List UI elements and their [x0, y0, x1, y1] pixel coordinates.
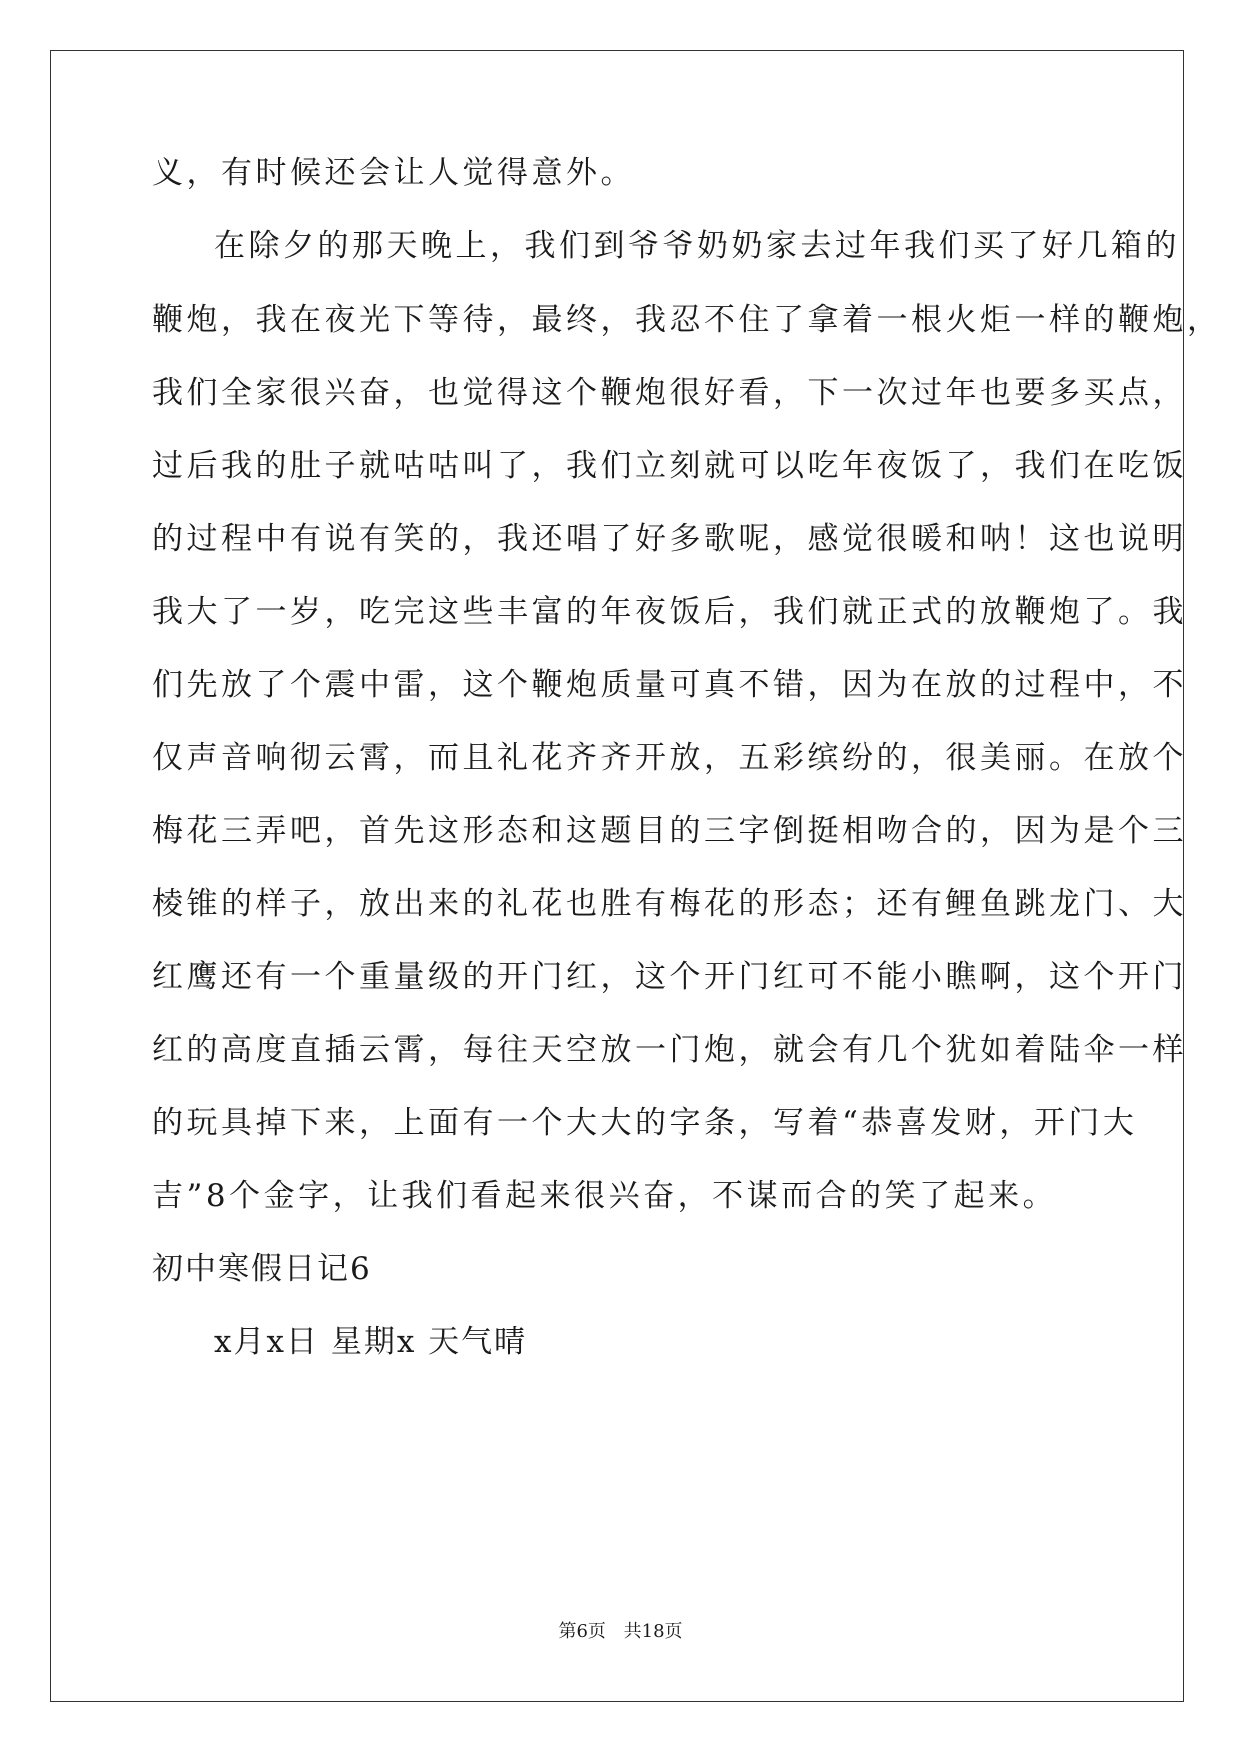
date-line: x月x日 星期x 天气晴 [214, 1324, 528, 1360]
paragraph-line: 我们全家很兴奋，也觉得这个鞭炮很好看，下一次过年也要多买点， [152, 375, 1187, 411]
paragraph-line: 棱锥的样子，放出来的礼花也胜有梅花的形态；还有鲤鱼跳龙门、大 [152, 886, 1187, 922]
paragraph-line: 梅花三弄吧，首先这形态和这题目的三字倒挺相吻合的，因为是个三 [152, 813, 1187, 849]
paragraph-line: 我大了一岁，吃完这些丰富的年夜饭后，我们就正式的放鞭炮了。我 [152, 594, 1187, 630]
paragraph-line: 鞭炮，我在夜光下等待，最终，我忍不住了拿着一根火炬一样的鞭炮， [152, 302, 1222, 338]
page-border [50, 50, 1184, 1702]
page-total: 共18页 [623, 1621, 683, 1642]
paragraph-line: 的玩具掉下来，上面有一个大大的字条，写着“恭喜发财，开门大 [152, 1105, 1138, 1141]
paragraph-line: 吉”8个金字，让我们看起来很兴奋，不谋而合的笑了起来。 [152, 1178, 1058, 1214]
paragraph-line: 红鹰还有一个重量级的开门红，这个开门红可不能小瞧啊，这个开门 [152, 959, 1187, 995]
paragraph-line: 红的高度直插云霄，每往天空放一门炮，就会有几个犹如着陆伞一样 [152, 1032, 1187, 1068]
paragraph-line: 的过程中有说有笑的，我还唱了好多歌呢，感觉很暖和呐！这也说明 [152, 521, 1187, 557]
paragraph-line: 仅声音响彻云霄，而且礼花齐齐开放，五彩缤纷的，很美丽。在放个 [152, 740, 1187, 776]
paragraph-line: 们先放了个震中雷，这个鞭炮质量可真不错，因为在放的过程中，不 [152, 667, 1187, 703]
paragraph-line: 在除夕的那天晚上，我们到爷爷奶奶家去过年我们买了好几箱的 [214, 228, 1180, 264]
page-current: 第6页 [558, 1621, 606, 1642]
paragraph-line: 义，有时候还会让人觉得意外。 [152, 155, 635, 191]
section-title: 初中寒假日记6 [152, 1251, 372, 1287]
page-footer [0, 1617, 1241, 1643]
paragraph-line: 过后我的肚子就咕咕叫了，我们立刻就可以吃年夜饭了，我们在吃饭 [152, 448, 1187, 484]
